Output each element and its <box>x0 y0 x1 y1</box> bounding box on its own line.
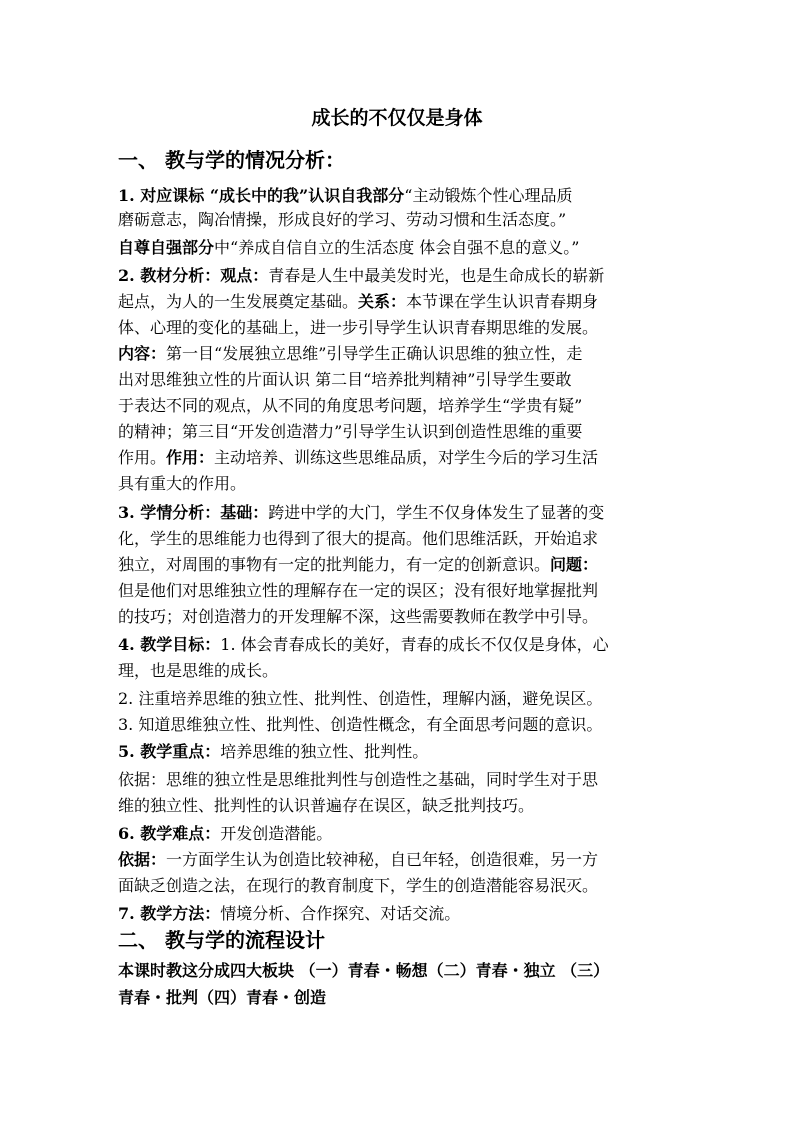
paragraph-line: 3. 知道思维独立性、批判性、创造性概念，有全面思考问题的意识。 <box>118 715 603 734</box>
text-run: 作用。 <box>118 448 167 467</box>
paragraph-line <box>118 444 698 472</box>
text-run: “主动锻炼个性心理品质 <box>404 186 573 205</box>
item-lead: 1. 对应课标 “成长中的我”认识自我部分 <box>118 186 405 205</box>
section-heading-analysis: 一、 教与学的情况分析： <box>118 148 345 172</box>
item-lead: 4. 教学目标： <box>118 635 221 654</box>
paragraph-line: 维的独立性、批判性的认识普遍存在误区，缺乏批判技巧。 <box>118 796 535 815</box>
paragraph-line <box>118 499 698 527</box>
bold-term: 关系： <box>358 292 407 311</box>
paragraph-line: 2. 注重培养思维的独立性、批判性、创造性，理解内涵，避免误区。 <box>118 689 603 708</box>
paragraph-line <box>118 631 698 659</box>
item-lead: 2. 教材分析：观点： <box>118 266 269 285</box>
text-run: 青春是人生中最美发时光，也是生命成长的崭新 <box>268 266 605 285</box>
item-lead: 7. 教学方法： <box>118 904 221 923</box>
paragraph-line <box>118 340 698 368</box>
text-run: 主动培养、训练这些思维品质，对学生今后的学习生活 <box>214 448 599 467</box>
paragraph-line: 磨砺意志，陶冶情操，形成良好的学习、劳动习惯和生活态度。” <box>118 210 567 229</box>
paragraph-line: 化，学生的思维能力也得到了很大的提高。他们思维活跃，开始追求 <box>118 529 599 548</box>
bold-term: 内容： <box>118 344 167 363</box>
text-run: 依据： <box>118 770 167 789</box>
text-run: 起点，为人的一生发展奠定基础。 <box>118 292 359 311</box>
bold-term: 自尊自强部分 <box>118 238 215 257</box>
text-run: 开发创造潜能。 <box>220 824 333 843</box>
section-heading-flow: 二、 教与学的流程设计 <box>118 928 325 952</box>
paragraph-line <box>118 738 698 766</box>
text-run: 第一目“发展独立思维”引导学生正确认识思维的独立性，走 <box>166 344 583 363</box>
paragraph-line <box>118 551 698 579</box>
text-run: 独立，对周围的事物有一定的批判能力，有一定的创新意识。 <box>118 555 551 574</box>
paragraph-line <box>118 262 698 290</box>
text-run: 中“养成自信自立的生活态度 体会自强不息的意义。” <box>214 238 580 257</box>
paragraph-line <box>118 820 698 848</box>
paragraph-line <box>118 234 698 262</box>
flow-line: 本课时教这分成四大板块 （一）青春・畅想（二）青春・独立 （三） <box>118 961 610 980</box>
paragraph-line: 的技巧；对创造潜力的开发理解不深，这些需要教师在教学中引导。 <box>118 607 599 626</box>
paragraph-line: 于表达不同的观点，从不同的角度思考问题，培养学生“学贵有疑” <box>118 396 583 415</box>
item-lead: 6. 教学难点： <box>118 824 221 843</box>
bold-term: 问题： <box>550 555 599 574</box>
paragraph-line: 理，也是思维的成长。 <box>118 661 279 680</box>
item-lead: 5. 教学重点： <box>118 742 221 761</box>
paragraph-line <box>118 846 698 874</box>
text-run: 跨进中学的大门，学生不仅身体发生了显著的变 <box>268 503 605 522</box>
text-run: 本节课在学生认识青春期身 <box>406 292 599 311</box>
paragraph-line: 出对思维独立性的片面认识 第二目“培养批判精神”引导学生要敢 <box>118 370 572 389</box>
text-run: 1. 体会青春成长的美好，青春的成长不仅仅是身体，心 <box>220 635 609 654</box>
text-run: 一方面学生认为创造比较神秘，自已年轻，创造很难，另一方 <box>166 850 599 869</box>
paragraph-line: 的精神；第三目“开发创造潜力”引导学生认识到创造性思维的重要 <box>118 422 583 441</box>
paragraph-line <box>118 288 698 316</box>
paragraph-line: 面缺乏创造之法，在现行的教育制度下，学生的创造潜能容易泯灭。 <box>118 876 599 895</box>
paragraph-line: 具有重大的作用。 <box>118 474 247 493</box>
bold-term: 依据： <box>118 850 167 869</box>
paragraph-line: 但是他们对思维独立性的理解存在一定的误区；没有很好地掌握批判 <box>118 581 599 600</box>
paragraph-line <box>118 766 698 794</box>
text-run: 培养思维的独立性、批判性。 <box>220 742 429 761</box>
paragraph-line: 体、心理的变化的基础上，进一步引导学生认识青春期思维的发展。 <box>118 318 599 337</box>
item-lead: 3. 学情分析：基础： <box>118 503 269 522</box>
bold-term: 作用： <box>166 448 215 467</box>
page-title: 成长的不仅仅是身体 <box>311 107 483 129</box>
text-run: 思维的独立性是思维批判性与创造性之基础，同时学生对于思 <box>166 770 599 789</box>
text-run: 情境分析、合作探究、对话交流。 <box>220 904 461 923</box>
flow-line: 青春・批判（四）青春・创造 <box>118 988 327 1007</box>
paragraph-line <box>118 900 698 928</box>
